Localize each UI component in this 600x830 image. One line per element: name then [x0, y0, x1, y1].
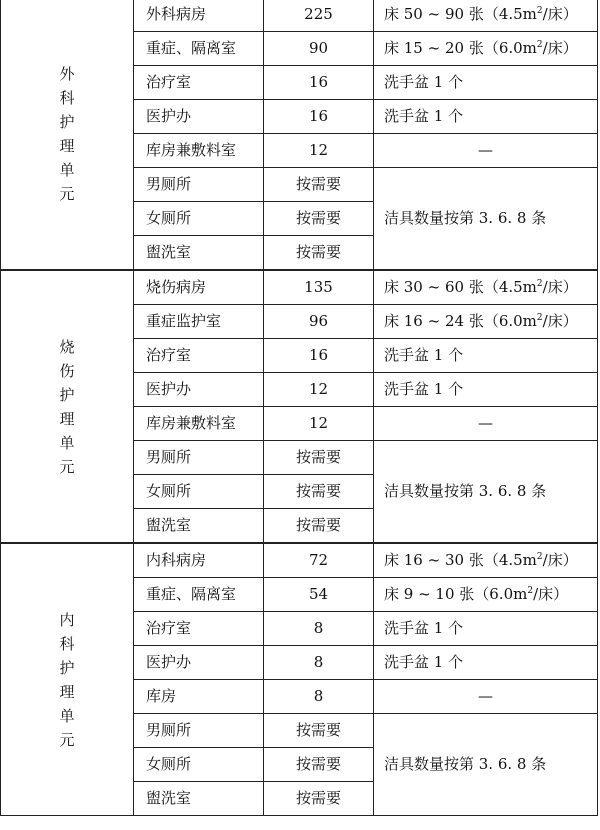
- room-name: 男厕所: [134, 441, 264, 475]
- room-area: 90: [264, 32, 374, 66]
- room-name: 男厕所: [134, 168, 264, 202]
- remark-superscript: 2: [527, 586, 534, 596]
- room-area: 54: [264, 578, 374, 612]
- unit-label-char: 元: [59, 184, 75, 203]
- room-name: 医护办: [134, 646, 264, 680]
- room-spec-body: [1, 0, 598, 816]
- room-area: 按需要: [264, 475, 374, 509]
- room-area: 按需要: [264, 782, 374, 816]
- room-area: 按需要: [264, 748, 374, 782]
- room-remark: 洗手盆 1 个: [374, 100, 598, 134]
- room-name: 烧伤病房: [134, 270, 264, 305]
- room-name: 医护办: [134, 373, 264, 407]
- fixtures-remark: 洁具数量按第 3. 6. 8 条: [374, 441, 598, 544]
- unit-label-char: 内: [59, 610, 75, 629]
- room-area: 按需要: [264, 441, 374, 475]
- remark-text-suffix: /床）: [542, 39, 578, 57]
- room-remark: [374, 32, 598, 66]
- room-area: 16: [264, 100, 374, 134]
- room-name: 盥洗室: [134, 509, 264, 544]
- room-remark: [374, 270, 598, 305]
- unit-label-char: 护: [59, 112, 75, 131]
- room-area: 按需要: [264, 236, 374, 271]
- room-area: 8: [264, 646, 374, 680]
- unit-label: [1, 543, 134, 816]
- table-row: [1, 0, 598, 32]
- remark-text-suffix: /床）: [533, 585, 569, 603]
- room-name: 男厕所: [134, 714, 264, 748]
- room-area: 12: [264, 373, 374, 407]
- room-remark: —: [374, 680, 598, 714]
- remark-superscript: 2: [536, 279, 543, 289]
- room-area: 16: [264, 66, 374, 100]
- unit-label: [1, 0, 134, 270]
- remark-text-suffix: /床）: [542, 5, 578, 23]
- room-area: 135: [264, 270, 374, 305]
- remark-text: 床 9 ~ 10 张（6.0m: [384, 585, 528, 603]
- remark-text: 床 50 ~ 90 张（4.5m: [384, 5, 537, 23]
- fixtures-remark: 洁具数量按第 3. 6. 8 条: [374, 168, 598, 271]
- unit-label-char: 伤: [59, 361, 75, 380]
- room-remark: [374, 578, 598, 612]
- room-remark: 洗手盆 1 个: [374, 612, 598, 646]
- table-row: [1, 543, 598, 578]
- room-name: 库房兼敷料室: [134, 407, 264, 441]
- fixtures-remark: 洁具数量按第 3. 6. 8 条: [374, 714, 598, 816]
- unit-label-char: 护: [59, 658, 75, 677]
- room-name: 医护办: [134, 100, 264, 134]
- room-name: 女厕所: [134, 475, 264, 509]
- unit-label-char: 单: [59, 433, 75, 452]
- room-name: 重症、隔离室: [134, 32, 264, 66]
- room-area: 225: [264, 0, 374, 32]
- remark-superscript: 2: [536, 552, 543, 562]
- room-area: 按需要: [264, 509, 374, 544]
- room-remark: 洗手盆 1 个: [374, 339, 598, 373]
- room-name: 外科病房: [134, 0, 264, 32]
- room-area: 16: [264, 339, 374, 373]
- remark-text: 床 16 ~ 24 张（6.0m: [384, 312, 537, 330]
- unit-label-char: 单: [59, 706, 75, 725]
- room-name: 女厕所: [134, 202, 264, 236]
- room-name: 重症监护室: [134, 305, 264, 339]
- room-remark: —: [374, 407, 598, 441]
- remark-superscript: 2: [536, 40, 543, 50]
- room-remark: 洗手盆 1 个: [374, 646, 598, 680]
- room-name: 重症、隔离室: [134, 578, 264, 612]
- room-area: 按需要: [264, 202, 374, 236]
- unit-label-char: 科: [59, 88, 75, 107]
- remark-text-suffix: /床）: [542, 312, 578, 330]
- room-name: 治疗室: [134, 612, 264, 646]
- room-remark: 洗手盆 1 个: [374, 373, 598, 407]
- unit-label-char: 元: [59, 457, 75, 476]
- room-remark: 洗手盆 1 个: [374, 66, 598, 100]
- remark-superscript: 2: [536, 313, 543, 323]
- room-name: 治疗室: [134, 66, 264, 100]
- unit-label-char: 烧: [59, 337, 75, 356]
- remark-text-suffix: /床）: [542, 278, 578, 296]
- room-name: 内科病房: [134, 543, 264, 578]
- remark-text: 床 16 ~ 30 张（4.5m: [384, 551, 537, 569]
- room-remark: [374, 0, 598, 32]
- unit-label-char: 护: [59, 385, 75, 404]
- remark-text: 床 15 ~ 20 张（6.0m: [384, 39, 537, 57]
- room-name: 治疗室: [134, 339, 264, 373]
- room-area: 12: [264, 134, 374, 168]
- room-area: 按需要: [264, 714, 374, 748]
- remark-superscript: 2: [536, 6, 543, 16]
- unit-label-char: 外: [59, 64, 75, 83]
- room-remark: [374, 543, 598, 578]
- unit-label: [1, 270, 134, 543]
- room-name: 盥洗室: [134, 782, 264, 816]
- room-name: 库房兼敷料室: [134, 134, 264, 168]
- room-name: 盥洗室: [134, 236, 264, 271]
- remark-text-suffix: /床）: [542, 551, 578, 569]
- unit-label-char: 理: [59, 409, 75, 428]
- room-area: 96: [264, 305, 374, 339]
- room-remark: —: [374, 134, 598, 168]
- table-row: [1, 270, 598, 305]
- unit-label-char: 单: [59, 160, 75, 179]
- room-area: 8: [264, 680, 374, 714]
- unit-label-char: 理: [59, 136, 75, 155]
- room-name: 女厕所: [134, 748, 264, 782]
- room-area: 8: [264, 612, 374, 646]
- room-area: 按需要: [264, 168, 374, 202]
- room-remark: [374, 305, 598, 339]
- unit-label-char: 理: [59, 682, 75, 701]
- remark-text: 床 30 ~ 60 张（4.5m: [384, 278, 537, 296]
- unit-label-char: 科: [59, 634, 75, 653]
- unit-label-char: 元: [59, 730, 75, 749]
- room-area: 72: [264, 543, 374, 578]
- room-area: 12: [264, 407, 374, 441]
- room-name: 库房: [134, 680, 264, 714]
